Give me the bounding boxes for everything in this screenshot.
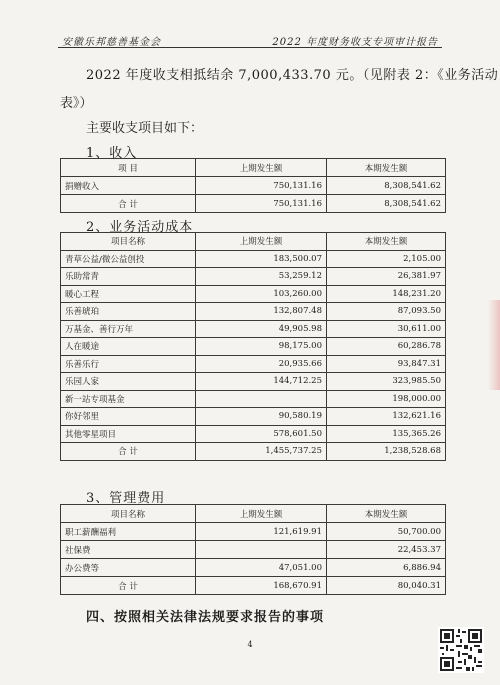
income-table [60,158,446,213]
column-header: 上期发生额 [196,505,327,523]
prior-amount: 578,601.50 [196,425,327,443]
prior-amount: 98,175.00 [196,338,327,356]
current-amount: 93,847.31 [327,355,446,373]
page-edge-stain [488,300,500,390]
item-name: 乐园人家 [61,373,196,391]
intro-line-2: 表》） [60,96,93,111]
current-amount: 8,308,541.62 [327,195,446,213]
current-amount: 80,040.31 [327,577,446,595]
prior-amount: 121,619.91 [196,523,327,541]
table-row [61,303,446,321]
current-amount: 26,381.97 [327,268,446,286]
prior-amount: 90,580.19 [196,408,327,426]
header-report-title: 2022 年度财务收支专项审计报告 [272,37,438,48]
item-name: 办公费等 [61,559,196,577]
current-amount: 148,231.20 [327,285,446,303]
page-number: 4 [247,640,253,649]
prior-amount: 750,131.16 [196,177,327,195]
column-header: 项 目 [61,159,196,177]
item-name: 捐赠收入 [61,177,196,195]
table-row [61,559,446,577]
item-name: 人在暖途 [61,338,196,356]
income-heading: 1、收入 [86,146,138,161]
section-4-heading: 四、按照相关法律法规要求报告的事项 [86,610,325,625]
current-amount: 87,093.50 [327,303,446,321]
item-name: 乐助常青 [61,268,196,286]
total-label: 合 计 [61,577,196,595]
prior-amount: 47,051.00 [196,559,327,577]
table-row [61,425,446,443]
admin-expense-heading: 3、管理费用 [86,491,166,506]
column-header: 本期发生额 [327,159,446,177]
table-row [61,268,446,286]
column-header: 本期发生额 [327,505,446,523]
table-row [61,355,446,373]
prior-amount: 183,500.07 [196,250,327,268]
table-row [61,285,446,303]
qr-code-icon [438,627,484,673]
item-name: 社保费 [61,541,196,559]
table-header-row [61,233,446,251]
table-row [61,523,446,541]
table-row [61,338,446,356]
prior-amount: 132,807.48 [196,303,327,321]
table-total-row [61,195,446,213]
item-name: 乐善乐行 [61,355,196,373]
current-amount: 198,000.00 [327,390,446,408]
current-amount: 132,621.16 [327,408,446,426]
item-name: 你好邻里 [61,408,196,426]
header-org: 安徽乐邦慈善基金会 [62,37,161,48]
admin-expense-table [60,504,446,595]
header-rule [58,47,442,48]
current-amount: 60,286.78 [327,338,446,356]
intro-line-1: 2022 年度收支相抵结余 7,000,433.70 元。（见附表 2：《业务活动 [86,68,499,83]
business-cost-heading: 2、业务活动成本 [86,220,194,235]
table-total-row [61,443,446,461]
table-row [61,408,446,426]
total-label: 合 计 [61,195,196,213]
table-header-row [61,505,446,523]
item-name: 新一站专项基金 [61,390,196,408]
current-amount: 22,453.37 [327,541,446,559]
table-header-row [61,159,446,177]
prior-amount [196,541,327,559]
item-name: 暖心工程 [61,285,196,303]
prior-amount: 53,259.12 [196,268,327,286]
current-amount: 1,238,528.68 [327,443,446,461]
item-name: 万基金、善行万年 [61,320,196,338]
current-amount: 2,105.00 [327,250,446,268]
current-amount: 30,611.00 [327,320,446,338]
prior-amount [196,390,327,408]
current-amount: 50,700.00 [327,523,446,541]
total-label: 合 计 [61,443,196,461]
item-name: 其他零星项目 [61,425,196,443]
item-name: 职工薪酬福利 [61,523,196,541]
prior-amount: 1,455,737.25 [196,443,327,461]
prior-amount: 49,905.98 [196,320,327,338]
prior-amount: 144,712.25 [196,373,327,391]
column-header: 项目名称 [61,233,196,251]
table-row [61,541,446,559]
prior-amount: 168,670.91 [196,577,327,595]
table-row [61,373,446,391]
prior-amount: 20,935.66 [196,355,327,373]
table-total-row [61,577,446,595]
column-header: 本期发生额 [327,233,446,251]
intro-line-3: 主要收支项目如下： [86,121,204,136]
current-amount: 135,365.26 [327,425,446,443]
current-amount: 8,308,541.62 [327,177,446,195]
item-name: 青草公益/微公益创投 [61,250,196,268]
business-cost-table [60,232,446,461]
table-row [61,177,446,195]
prior-amount: 750,131.16 [196,195,327,213]
column-header: 上期发生额 [196,159,327,177]
prior-amount: 103,260.00 [196,285,327,303]
item-name: 乐善琥珀 [61,303,196,321]
table-row [61,320,446,338]
table-row [61,390,446,408]
column-header: 上期发生额 [196,233,327,251]
current-amount: 6,886.94 [327,559,446,577]
column-header: 项目名称 [61,505,196,523]
table-row [61,250,446,268]
current-amount: 323,985.50 [327,373,446,391]
